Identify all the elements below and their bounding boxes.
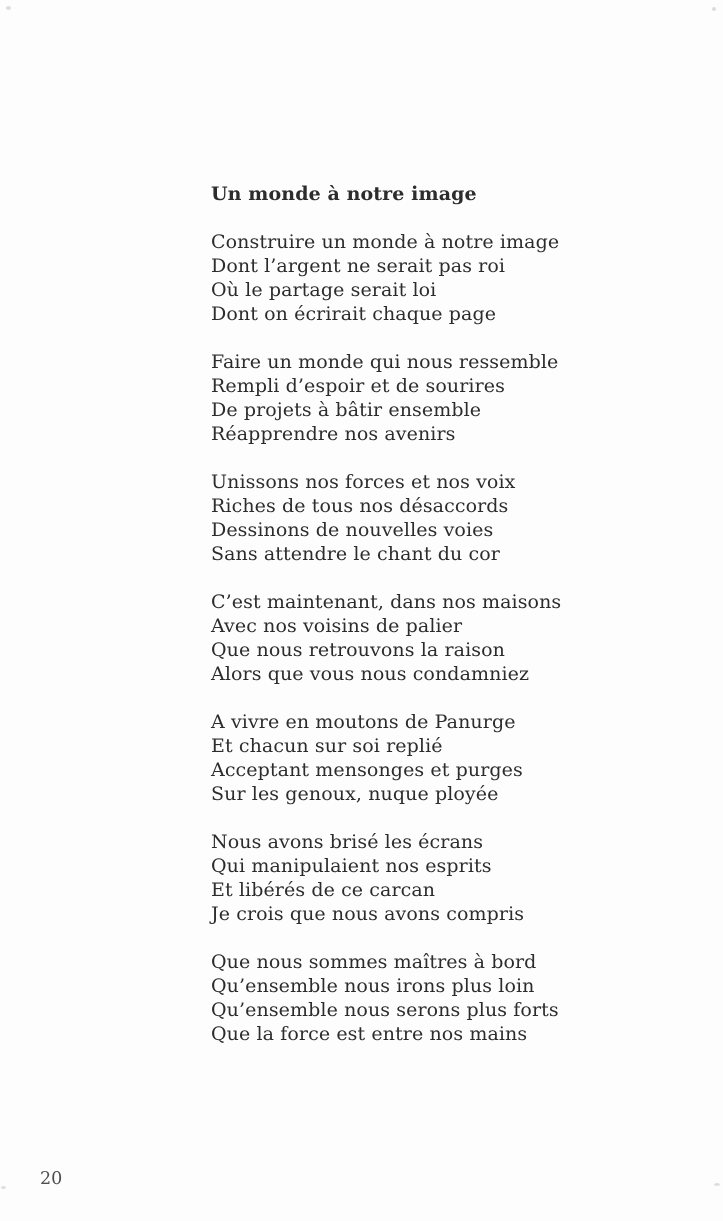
scan-speck [714, 1183, 720, 1186]
poem-line: Qu’ensemble nous irons plus loin [211, 975, 535, 997]
scan-speck [712, 7, 716, 11]
poem-line: Dont on écrirait chaque page [211, 303, 497, 325]
poem-line: Alors que vous nous condamniez [211, 663, 530, 685]
poem-line: Dont l’argent ne serait pas roi [211, 255, 506, 277]
poem-line: A vivre en moutons de Panurge [211, 711, 516, 733]
poem-line: Faire un monde qui nous ressemble [211, 351, 559, 373]
poem-line: Qui manipulaient nos esprits [211, 855, 492, 877]
page-number: 20 [40, 1169, 63, 1189]
poem-line: Qu’ensemble nous serons plus forts [211, 999, 559, 1021]
poem-line: Et libérés de ce carcan [211, 879, 436, 901]
poem-line: De projets à bâtir ensemble [211, 399, 482, 421]
poem-line: Et chacun sur soi replié [211, 735, 443, 757]
poem-line: Que la force est entre nos mains [211, 1023, 528, 1045]
poem-line: Où le partage serait loi [211, 279, 437, 301]
poem-line: Sur les genoux, nuque ployée [211, 783, 499, 805]
stanza-1 [211, 230, 561, 326]
stanza-5 [211, 710, 561, 806]
stanza-4 [211, 590, 561, 686]
poem-line: Nous avons brisé les écrans [211, 831, 484, 853]
poem-line: Avec nos voisins de palier [211, 615, 463, 637]
poem-title: Un monde à notre image [211, 183, 477, 205]
poem-line: Que nous retrouvons la raison [211, 639, 505, 661]
poem-line: Rempli d’espoir et de sourires [211, 375, 505, 397]
poem-line: C’est maintenant, dans nos maisons [211, 591, 562, 613]
poem-line: Dessinons de nouvelles voies [211, 519, 494, 541]
poem [211, 182, 561, 1070]
stanza-7 [211, 950, 561, 1046]
poem-line: Unissons nos forces et nos voix [211, 471, 516, 493]
poem-line: Sans attendre le chant du cor [211, 543, 500, 565]
scan-speck [1, 1186, 6, 1189]
poem-line: Construire un monde à notre image [211, 231, 560, 253]
poem-line: Que nous sommes maîtres à bord [211, 951, 537, 973]
stanza-3 [211, 470, 561, 566]
poem-line: Acceptant mensonges et purges [211, 759, 523, 781]
stanza-2 [211, 350, 561, 446]
poem-line: Réapprendre nos avenirs [211, 423, 456, 445]
poem-line: Je crois que nous avons compris [211, 903, 525, 925]
poem-line: Riches de tous nos désaccords [211, 495, 509, 517]
scan-speck [6, 6, 11, 10]
stanza-6 [211, 830, 561, 926]
